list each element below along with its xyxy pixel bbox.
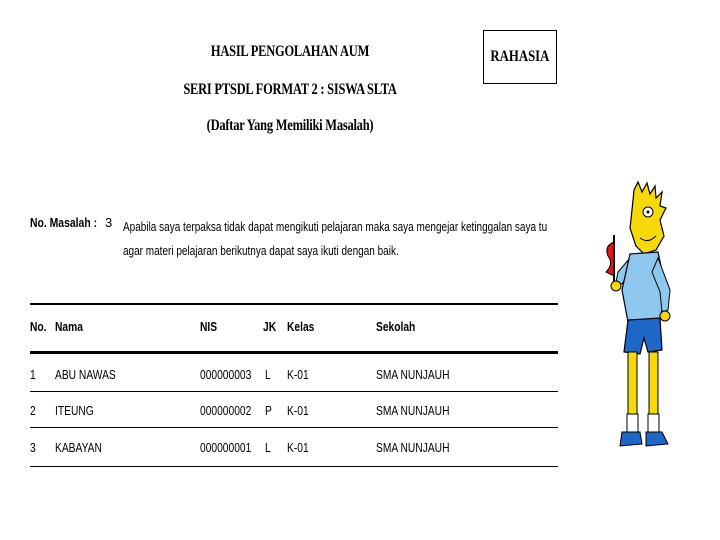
row-name: KABAYAN [55,441,102,455]
header-nis: NIS [200,320,218,334]
row-jk: L [265,441,271,455]
table-top-rule [30,303,558,305]
row-school: SMA NUNJAUH [376,368,450,382]
row-class: K-01 [287,441,309,455]
row-name: ITEUNG [55,404,94,418]
row-class: K-01 [287,368,309,382]
problem-number-label: No. Masalah : [30,215,98,230]
character-head [630,182,666,254]
row-divider [30,391,558,392]
header-school: Sekolah [376,320,416,334]
report-title-line3: (Daftar Yang Memiliki Masalah) [206,117,374,134]
problem-statement: Apabila saya terpaksa tidak dapat mengikuti pelajaran maka saya mengejar ketinggalan saya tu agar materi pelajaran berikutnya dapat saya ikuti dengan baik. [123,220,548,258]
row-name: ABU NAWAS [55,368,116,382]
row-school: SMA NUNJAUH [376,441,450,455]
table-header-rule [30,351,558,354]
row-no: 3 [30,441,36,455]
row-no: 2 [30,404,36,418]
row-nis: 000000003 [200,368,252,382]
row-no: 1 [30,368,36,382]
cartoon-character-illustration [600,180,680,470]
row-class: K-01 [287,404,309,418]
hand [611,281,621,291]
row-divider [30,466,558,467]
row-jk: P [265,404,272,418]
right-shoe [646,432,668,446]
left-sock [627,414,638,432]
row-jk: L [265,368,271,382]
confidential-badge [483,30,557,84]
problem-number: 3 [105,215,113,230]
pupil [647,211,650,214]
row-divider [30,427,558,428]
header-class: Kelas [287,320,315,334]
right-sock [648,414,659,432]
confidential-badge-label: RAHASIA [490,48,550,65]
report-title-line1: HASIL PENGOLAHAN AUM [210,43,370,60]
header-no: No. [30,320,47,334]
header-name: Nama [55,320,83,334]
row-school: SMA NUNJAUH [376,404,450,418]
row-nis: 000000002 [200,404,252,418]
hand [660,311,670,321]
flag-icon [606,242,614,276]
right-leg [649,352,658,414]
row-nis: 000000001 [200,441,252,455]
left-leg [628,352,637,414]
character-shorts [624,318,662,354]
header-jk: JK [263,320,277,334]
report-title-line2: SERI PTSDL FORMAT 2 : SISWA SLTA [183,81,397,98]
left-shoe [620,432,642,446]
